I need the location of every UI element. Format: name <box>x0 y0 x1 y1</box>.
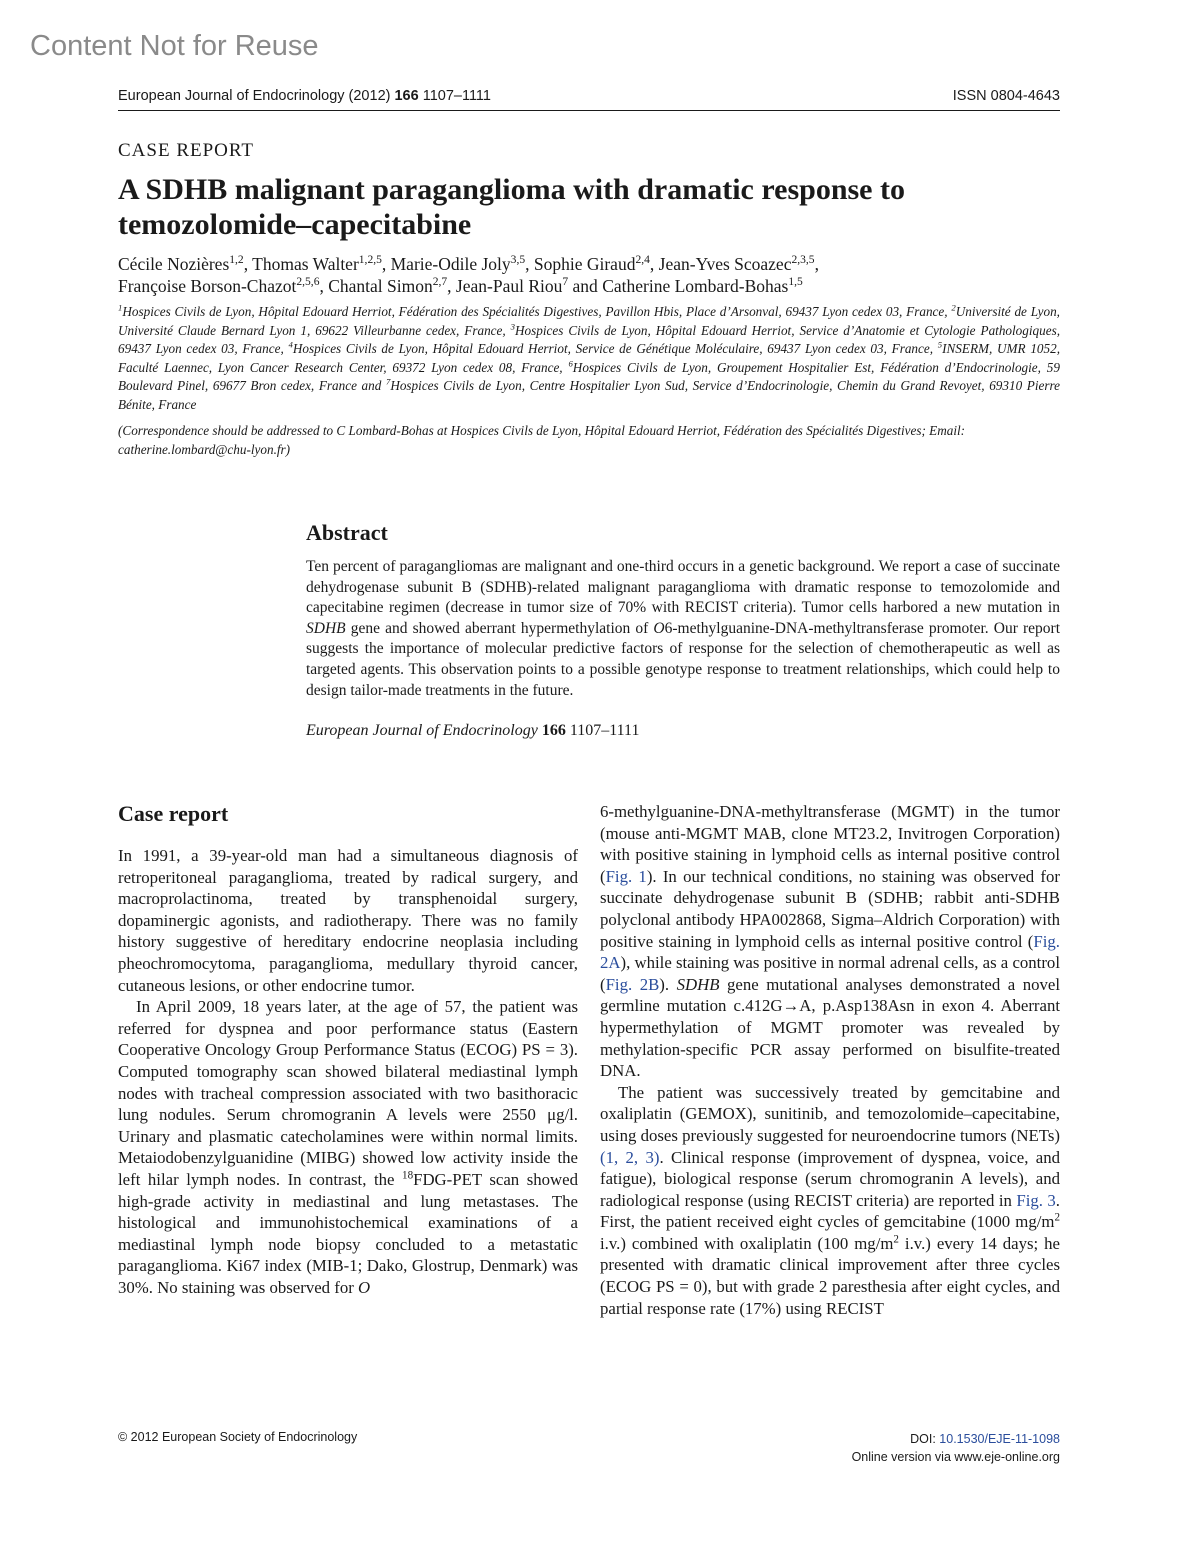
author-name: Cécile Nozières <box>118 254 230 274</box>
affiliation-number: 5 <box>937 339 943 350</box>
journal-citation: European Journal of Endocrinology (2012) 166 1107–1111 <box>118 88 491 104</box>
author-name: Thomas Walter <box>252 254 359 274</box>
affiliation-marker: 1,2 <box>229 254 244 267</box>
affiliation-text: Hospices Civils de Lyon, Hôpital Edouard Herriot, Service d’Anatomie et Cytologie Pathologiques, 69437 Lyon cedex 03, France, <box>118 322 1060 357</box>
affiliation-marker: 2,7 <box>432 276 448 289</box>
article-type: CASE REPORT <box>118 140 255 161</box>
doi-block <box>852 1430 1060 1466</box>
abstract-section <box>306 520 1060 741</box>
affiliation-number: 7 <box>385 376 391 387</box>
doi-link[interactable]: 10.1530/EJE-11-1098 <box>939 1432 1060 1446</box>
affiliations <box>118 303 1060 415</box>
author-name: Françoise Borson-Chazot <box>118 276 297 296</box>
affiliation-marker: 2,3,5 <box>791 254 815 267</box>
affiliation-marker: 2,4 <box>635 254 650 267</box>
figure-link-1[interactable]: Fig. 1 <box>605 866 647 886</box>
abstract-text: Ten percent of paragangliomas are malignant and one-third occurs in a genetic background. We report a case of succinate dehydrogenase subunit B (SDHB)-related malignant paraganglioma with dramatic response to temozolomide and capecitabine regimen (decrease in tumor size of 70% with RECIST criteria). Tumor cells harbored a new mutation in SDHB gene and showed aberrant hypermethylation of O6-methylguanine-DNA-methyltransferase promoter. Our report suggests the importance of molecular predictive factors of response for the selection of chemotherapeutic as well as targeted agents. This observation points to a possible genotype response to treatment relationships, which could help to design tailor-made treatments in the future. <box>306 558 1060 699</box>
affiliation-number: 3 <box>510 321 516 332</box>
doi: DOI: 10.1530/EJE-11-1098 <box>910 1432 1060 1446</box>
abstract-heading: Abstract <box>306 520 388 545</box>
online-version: Online version via www.eje-online.org <box>851 1450 1060 1464</box>
affiliation-marker: 1,5 <box>788 276 803 289</box>
affiliation-text: Hospices Civils de Lyon, Hôpital Edouard Herriot, Service de Génétique Moléculaire, 69437 Lyon cedex 03, France, <box>292 341 938 357</box>
copyright: © 2012 European Society of Endocrinology <box>118 1430 358 1444</box>
article-title: A SDHB malignant paraganglioma with dramatic response to temozolomide–capecitabine <box>118 173 905 241</box>
affiliation-marker: 1,2,5 <box>358 254 382 267</box>
author-name: Jean-Paul Riou <box>455 276 563 296</box>
header-rule <box>118 110 1060 111</box>
affiliation-number: 1 <box>118 302 123 313</box>
figure-link-2b[interactable]: Fig. 2B <box>605 974 660 994</box>
affiliation-text: Hospices Civils de Lyon, Centre Hospitalier Lyon Sud, Service d’Endocrinologie, Chemin du Grand Revoyet, 69310 Pierre Bénite, France <box>118 378 1060 412</box>
body-paragraph-2-continued: 6-methylguanine-DNA-methyltransferase (MGMT) in the tumor (mouse anti-MGMT MAB, clone MT23.2, Invitrogen Corporation) with positive staining in lymphoid cells as internal positive control (Fig. 1). In our technical conditions, no staining was observed for succinate dehydrogenase subunit B (SDHB; rabbit anti-SDHB polyclonal antibody HPA002868, Sigma–Aldrich Corporation) with positive staining in lymphoid cells as internal positive control (Fig. 2A), while staining was positive in normal adrenal cells, as a control (Fig. 2B). SDHB gene mutational analyses demonstrated a novel germline mutation c.412G→A, p.Asp138Asn in exon 4. Aberrant hypermethylation of MGMT promoter was revealed by methylation-specific PCR assay performed on bisulfite-treated DNA. <box>600 802 1061 1081</box>
reference-link-1-2-3[interactable]: (1, 2, 3) <box>600 1147 660 1167</box>
author-name: Marie-Odile Joly <box>390 254 511 274</box>
author-name: Jean-Yves Scoazec <box>658 254 792 274</box>
correspondence: (Correspondence should be addressed to C Lombard-Bohas at Hospices Civils de Lyon, Hôpital Edouard Herriot, Fédération des Spécialités Digestives; Email: catherine.lombard@chu-lyon.fr) <box>118 423 966 457</box>
affiliation-marker: 2,5,6 <box>296 276 320 289</box>
watermark: Content Not for Reuse <box>30 30 319 62</box>
abstract-citation: European Journal of Endocrinology 166 1107–1111 <box>306 722 640 740</box>
author-name: Sophie Giraud <box>533 254 636 274</box>
affiliation-marker: 3,5 <box>510 254 526 267</box>
author-list: Cécile Nozières$^{1,2}$, Thomas Walter$^{1,2,5}$, Marie-Odile Joly$^{3,5}$, Sophie Giraud$^{2,4}$, Jean-Yves Scoazec$^{2,3,5}$, Françoise Borson-Chazot$^{2,5,6}$, Chantal Simon$^{2,7}$, Jean-Paul Riou$^7$ and Catherine Lombard-Bohas$^{1,5}$ <box>118 254 819 296</box>
affiliation-marker: 7 <box>562 276 569 289</box>
running-head <box>118 88 1060 108</box>
issn: ISSN 0804-4643 <box>952 88 1060 104</box>
affiliation-text: Université de Lyon, Université Claude Bernard Lyon 1, 69622 Villeurbanne cedex, France, <box>118 304 1060 338</box>
figure-link-3[interactable]: Fig. 3 <box>1016 1190 1056 1210</box>
affiliation-text: Hospices Civils de Lyon, Hôpital Edouard Herriot, Fédération des Spécialités Digestives, Pavillon Hbis, Place d’Arsonval, 69437 Lyon cedex 03, France, <box>122 304 952 319</box>
author-name: Chantal Simon <box>328 276 433 296</box>
journal-volume: 166 <box>394 88 419 104</box>
body-paragraph-3: The patient was successively treated by gemcitabine and oxaliplatin (GEMOX), sunitinib, and temozolomide–capecitabine, using doses previously suggested for neuroendocrine tumors (NETs) (1, 2, 3). Clinical response (improvement of dyspnea, voice, and fatigue), biological response (serum chromogranin A levels), and radiological response (using RECIST criteria) are reported in Fig. 3. First, the patient received eight cycles of gemcitabine (1000 $mg/m^2$ i.v.) combined with oxaliplatin (100 $mg/m^2$ i.v.) every 14 days; he presented with dramatic clinical improvement after three cycles (ECOG PS = 0), but with grade 2 paresthesia after eight cycles, and partial response rate (17%) using RECIST <box>600 1082 1060 1318</box>
figure-link-2a[interactable]: Fig. 2A <box>600 931 1060 973</box>
body-paragraph-1: In 1991, a 39-year-old man had a simultaneous diagnosis of retroperitoneal paraganglioma, treated by radical surgery, and macroprolactinoma, treated by transphenoidal surgery, dopaminergic agonists, and radiotherapy. There was no family history suggestive of hereditary endocrine neoplasia including pheochromocytoma, paraganglioma, medullary thyroid cancer, cutaneous lesions, or other endocrine tumor. <box>118 846 578 995</box>
body-column-right <box>600 801 1060 1319</box>
body-paragraph-2: In April 2009, 18 years later, at the age of 57, the patient was referred for dyspnea and poor performance status (Eastern Cooperative Oncology Group Performance Status (ECOG) PS = 3). Computed tomography scan showed bilateral mediastinal lymph nodes with tracheal compression associated with two basithoracic lung nodules. Serum chromogranin A levels were 2550 μg/l. Urinary and plasmatic catecholamines were within normal limits. Metaiodobenzylguanidine (MIBG) showed low activity inside the left hilar lymph nodes. In contrast, the $^{18}$FDG-PET scan showed high-grade activity in mediastinal and lung metastases. The histological and immunohistochemical examinations of a mediastinal lymph node biopsy concluded to a metastatic paraganglioma. Ki67 index (MIB-1; Dako, Glostrup, Denmark) was 30%. No staining was observed for O <box>118 997 578 1297</box>
section-heading-case-report: Case report <box>118 801 229 826</box>
affiliation-text: INSERM, UMR 1052, Faculté Laennec, Lyon Cancer Research Center, 69372 Lyon cedex 08, France, <box>118 341 1060 375</box>
body-column-left <box>118 801 578 1298</box>
affiliation-number: 4 <box>288 339 293 350</box>
affiliation-text: Hospices Civils de Lyon, Groupement Hospitalier Est, Fédération d’Endocrinologie, 59 Boulevard Pinel, 69677 Bron cedex, France and <box>118 359 1060 394</box>
author-name: Catherine Lombard-Bohas <box>602 276 789 296</box>
affiliation-number: 2 <box>951 302 956 313</box>
affiliation-number: 6 <box>568 358 573 369</box>
